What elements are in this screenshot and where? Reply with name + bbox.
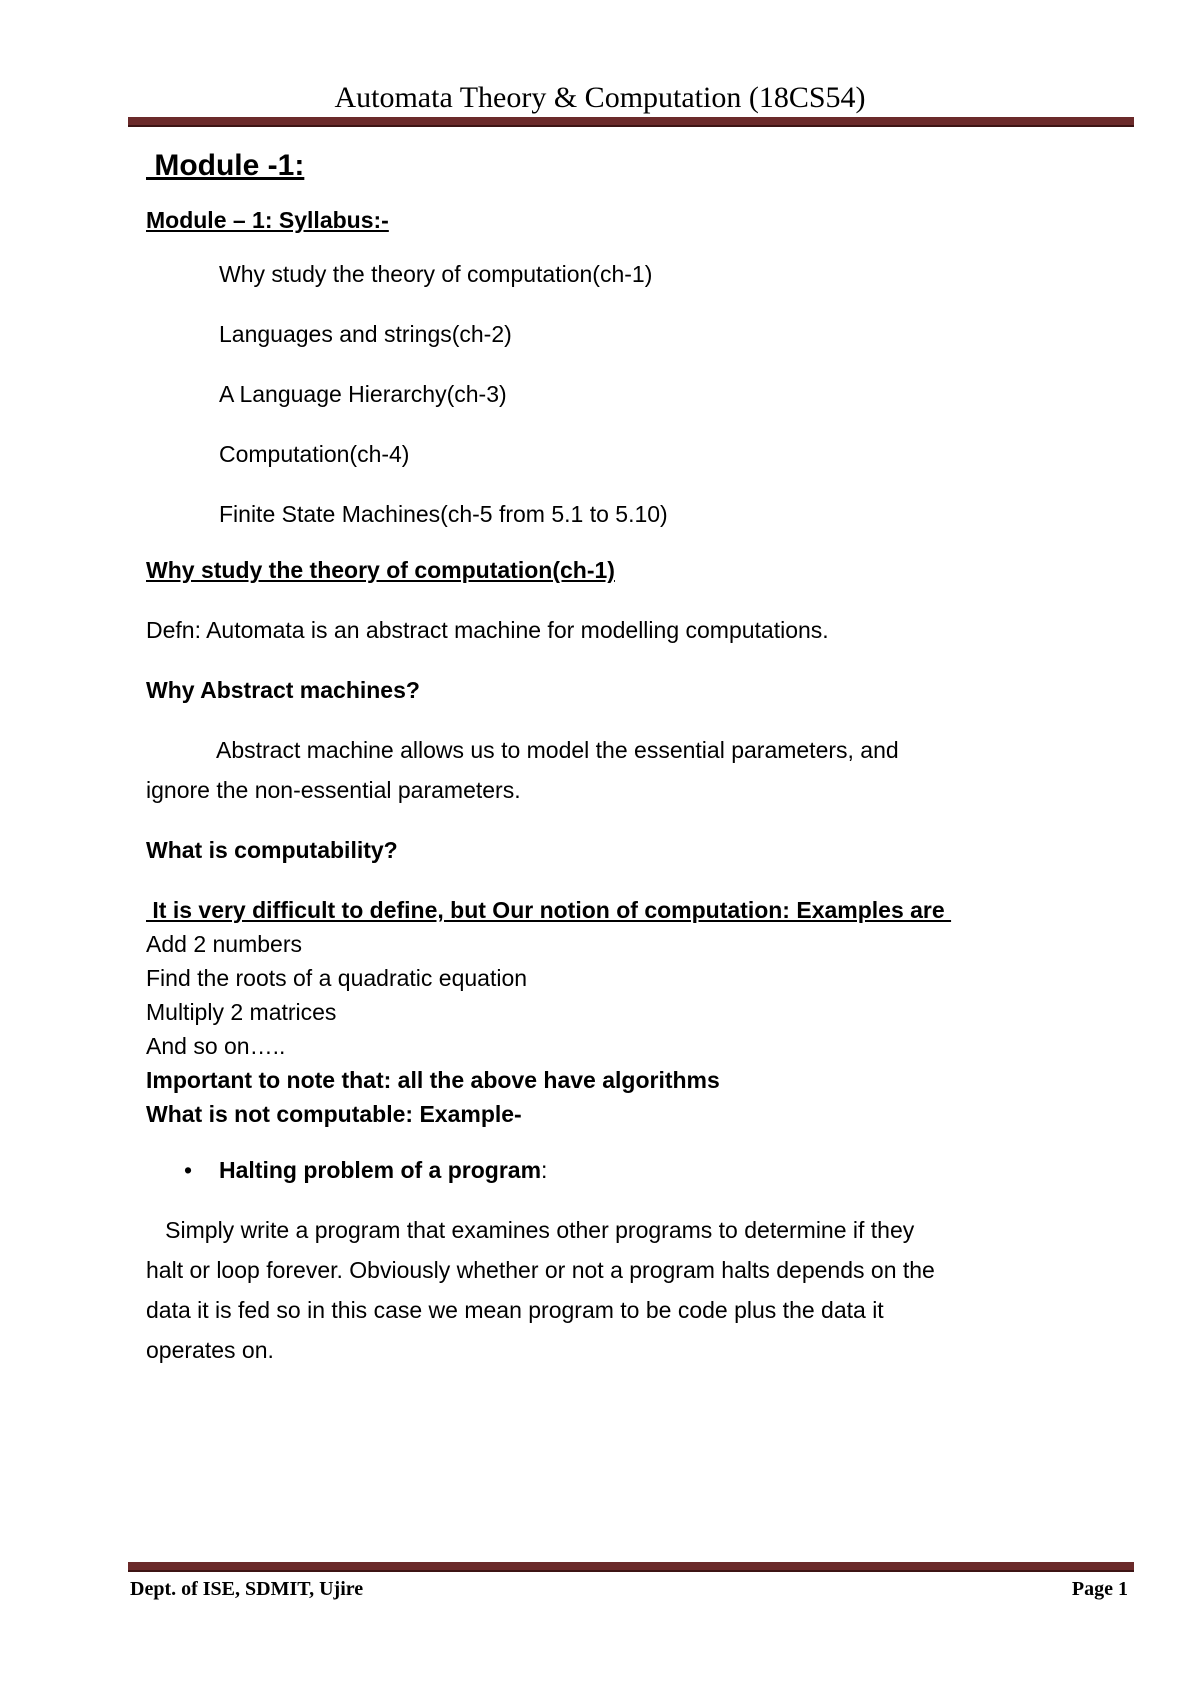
question-abstract-machines: Why Abstract machines? [146, 677, 420, 703]
footer-department: Dept. of ISE, SDMIT, Ujire [130, 1578, 364, 1600]
footer-rule [128, 1562, 1134, 1572]
examples-heading: It is very difficult to define, but Our notion of computation: Examples are [146, 897, 952, 923]
bullet-bold-text: Halting problem of a program [219, 1157, 542, 1183]
page-content [146, 146, 1096, 1365]
answer-line: ignore the non-essential parameters. [146, 777, 521, 803]
answer-line: Abstract machine allows us to model the essential parameters, and [216, 737, 899, 763]
bullet-item-halting [146, 1155, 1096, 1185]
important-note: Important to note that: all the above have algorithms [146, 1067, 720, 1093]
halting-paragraph-line: Simply write a program that examines other programs to determine if they [146, 1217, 915, 1243]
module-heading: Module -1: [146, 149, 305, 182]
bullet-icon: • [184, 1157, 193, 1183]
syllabus-item: Why study the theory of computation(ch-1) [219, 261, 653, 287]
bullet-punctuation: : [541, 1157, 548, 1183]
syllabus-item: Finite State Machines(ch-5 from 5.1 to 5.10) [219, 501, 668, 527]
syllabus-item: Languages and strings(ch-2) [219, 321, 512, 347]
section-heading: Why study the theory of computation(ch-1) [146, 557, 615, 583]
syllabus-heading: Module – 1: Syllabus:- [146, 207, 389, 233]
example-item: Multiply 2 matrices [146, 999, 337, 1025]
example-item: And so on….. [146, 1033, 286, 1059]
halting-paragraph-line: operates on. [146, 1337, 274, 1363]
page-header-title: Automata Theory & Computation (18CS54) [334, 81, 866, 114]
footer-page-number: Page 1 [1071, 1578, 1128, 1600]
syllabus-item: Computation(ch-4) [219, 441, 410, 467]
example-item: Add 2 numbers [146, 931, 302, 957]
halting-paragraph-line: halt or loop forever. Obviously whether or not a program halts depends on the [146, 1257, 935, 1283]
halting-paragraph-line: data it is fed so in this case we mean program to be code plus the data it [146, 1297, 884, 1323]
definition-text: Defn: Automata is an abstract machine for modelling computations. [146, 617, 829, 643]
question-computability: What is computability? [146, 837, 398, 863]
not-computable-heading: What is not computable: Example- [146, 1101, 522, 1127]
header-rule [128, 117, 1134, 127]
syllabus-item: A Language Hierarchy(ch-3) [219, 381, 507, 407]
bullet-text [219, 1155, 547, 1185]
example-item: Find the roots of a quadratic equation [146, 965, 528, 991]
